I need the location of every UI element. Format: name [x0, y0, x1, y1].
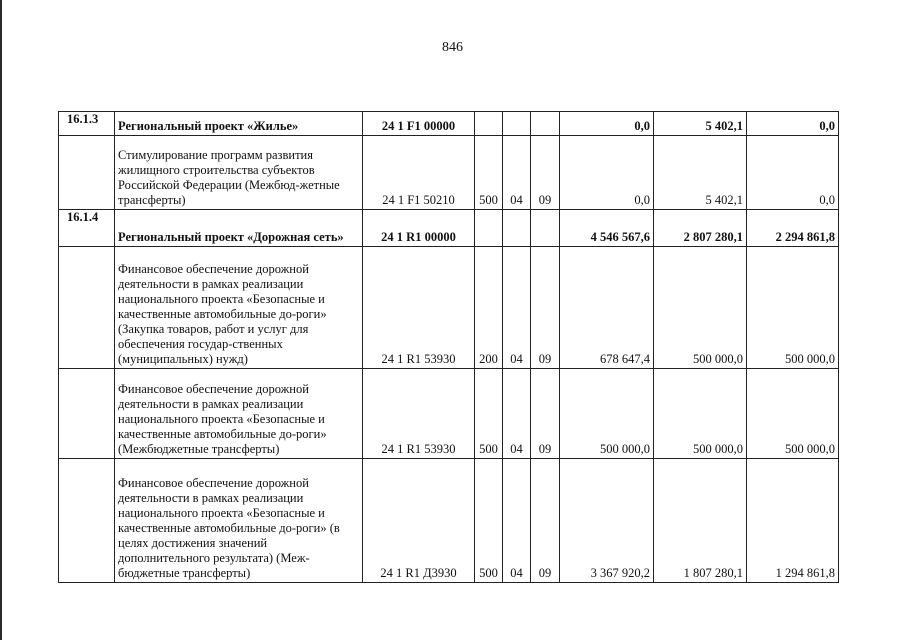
section-code: 04	[503, 459, 531, 583]
target-code: 24 1 R1 53930	[363, 369, 475, 459]
expense-type	[475, 210, 503, 247]
subsection-code: 09	[531, 459, 560, 583]
row-name: Финансовое обеспечение дорожной деятельности в рамках реализации национального проекта «Безопасные и качественные автомобильные до-роги» (Закупка товаров, работ и услуг для обеспечения государ-ственных (муниципальных) нужд)	[115, 247, 363, 369]
amount-year-2: 5 402,1	[654, 112, 747, 136]
section-code: 04	[503, 136, 531, 210]
amount-year-3: 0,0	[747, 112, 839, 136]
row-name: Стимулирование программ развития жилищного строительства субъектов Российской Федерации (Межбюд-жетные трансферты)	[115, 136, 363, 210]
subsection-code	[531, 112, 560, 136]
section-number: 16.1.4	[59, 210, 115, 247]
amount-year-1: 678 647,4	[560, 247, 654, 369]
expense-type	[475, 112, 503, 136]
row-name: Финансовое обеспечение дорожной деятельности в рамках реализации национального проекта «Безопасные и качественные автомобильные до-роги» (в целях достижения значений дополнительного результата) (Меж-бюджетные трансферты)	[115, 459, 363, 583]
section-code	[503, 112, 531, 136]
page-left-edge	[0, 0, 2, 640]
amount-year-3: 0,0	[747, 136, 839, 210]
target-code: 24 1 R1 00000	[363, 210, 475, 247]
row-name: Финансовое обеспечение дорожной деятельности в рамках реализации национального проекта «Безопасные и качественные автомобильные до-роги» (Межбюджетные трансферты)	[115, 369, 363, 459]
amount-year-1: 3 367 920,2	[560, 459, 654, 583]
subsection-code: 09	[531, 247, 560, 369]
amount-year-2: 2 807 280,1	[654, 210, 747, 247]
section-number	[59, 136, 115, 210]
table-row	[59, 112, 839, 136]
amount-year-1: 4 546 567,6	[560, 210, 654, 247]
section-number	[59, 459, 115, 583]
subsection-code	[531, 210, 560, 247]
section-number: 16.1.3	[59, 112, 115, 136]
amount-year-3: 500 000,0	[747, 369, 839, 459]
table-row	[59, 247, 839, 369]
section-number	[59, 369, 115, 459]
table-row	[59, 210, 839, 247]
amount-year-3: 1 294 861,8	[747, 459, 839, 583]
amount-year-1: 500 000,0	[560, 369, 654, 459]
amount-year-2: 1 807 280,1	[654, 459, 747, 583]
amount-year-2: 5 402,1	[654, 136, 747, 210]
page-number: 846	[442, 40, 463, 55]
budget-table	[58, 111, 839, 583]
subsection-code: 09	[531, 369, 560, 459]
amount-year-2: 500 000,0	[654, 247, 747, 369]
row-name: Региональный проект «Жилье»	[115, 112, 363, 136]
amount-year-3: 2 294 861,8	[747, 210, 839, 247]
table-row	[59, 136, 839, 210]
amount-year-1: 0,0	[560, 136, 654, 210]
table-row	[59, 369, 839, 459]
target-code: 24 1 R1 Д3930	[363, 459, 475, 583]
expense-type: 500	[475, 459, 503, 583]
target-code: 24 1 F1 00000	[363, 112, 475, 136]
amount-year-3: 500 000,0	[747, 247, 839, 369]
section-number	[59, 247, 115, 369]
section-code: 04	[503, 247, 531, 369]
expense-type: 500	[475, 369, 503, 459]
section-code: 04	[503, 369, 531, 459]
expense-type: 200	[475, 247, 503, 369]
target-code: 24 1 R1 53930	[363, 247, 475, 369]
subsection-code: 09	[531, 136, 560, 210]
amount-year-1: 0,0	[560, 112, 654, 136]
amount-year-2: 500 000,0	[654, 369, 747, 459]
section-code	[503, 210, 531, 247]
target-code: 24 1 F1 50210	[363, 136, 475, 210]
expense-type: 500	[475, 136, 503, 210]
table-row	[59, 459, 839, 583]
row-name: Региональный проект «Дорожная сеть»	[115, 210, 363, 247]
